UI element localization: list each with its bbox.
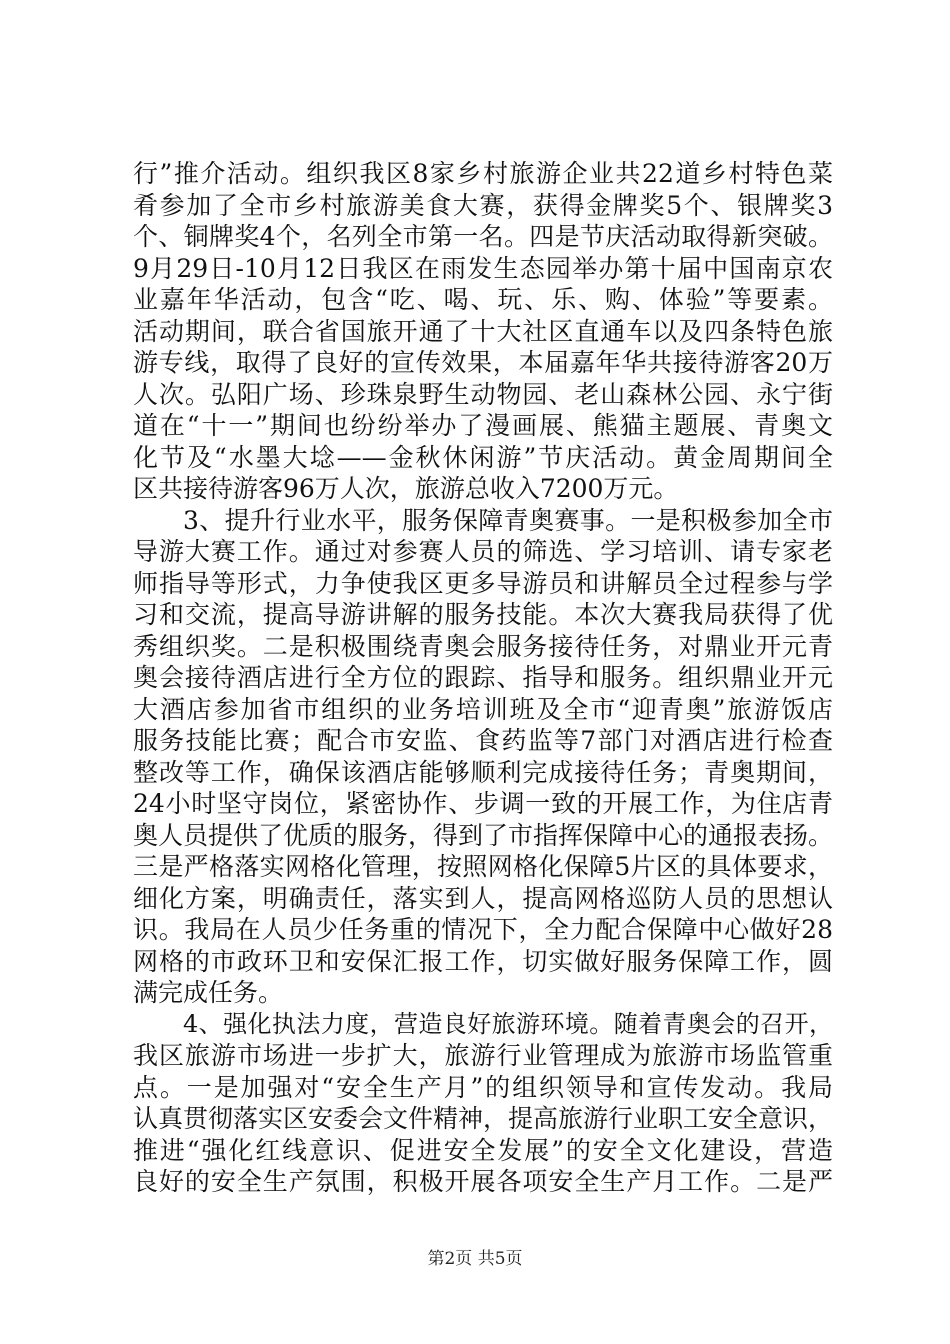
text-line: 网格的市政环卫和安保汇报工作，切实做好服务保障工作，圆	[133, 946, 833, 976]
text-line: 三是严格落实网格化管理，按照网格化保障5片区的具体要求，	[133, 852, 833, 881]
text-line: 服务技能比赛；配合市安监、食药监等7部门对酒店进行检查	[133, 726, 833, 755]
page-footer: 第2页 共5页	[427, 1249, 523, 1269]
text-line: 识。我局在人员少任务重的情况下，全力配合保障中心做好28	[133, 915, 833, 944]
text-line: 认真贯彻落实区安委会文件精神，提高旅游行业职工安全意识，	[133, 1104, 834, 1133]
text-line: 个、铜牌奖4个，名列全市第一名。四是节庆活动取得新突破。	[133, 222, 833, 251]
text-line: 游专线，取得了良好的宣传效果，本届嘉年华共接待游客20万	[133, 348, 833, 377]
text-line: 满完成任务。	[133, 978, 284, 1007]
text-line: 行”推介活动。组织我区8家乡村旅游企业共22道乡村特色菜	[133, 159, 833, 188]
text-line: 道在“十一”期间也纷纷举办了漫画展、熊猫主题展、青奥文	[133, 411, 833, 440]
text-line: 24小时坚守岗位，紧密协作、步调一致的开展工作，为住店青	[133, 789, 833, 818]
body-text	[133, 158, 833, 1198]
text-line: 导游大赛工作。通过对参赛人员的筛选、学习培训、请专家老	[133, 537, 833, 566]
text-line: 良好的安全生产氛围，积极开展各项安全生产月工作。二是严	[133, 1167, 833, 1196]
text-line: 活动期间，联合省国旅开通了十大社区直通车以及四条特色旅	[133, 316, 833, 346]
text-line: 细化方案，明确责任，落实到人，提高网格巡防人员的思想认	[133, 883, 833, 913]
text-line: 推进“强化红线意识、促进安全发展”的安全文化建设，营造	[133, 1135, 833, 1165]
text-line: 人次。弘阳广场、珍珠泉野生动物园、老山森林公园、永宁街	[133, 379, 833, 409]
text-line: 秀组织奖。二是积极围绕青奥会服务接待任务，对鼎业开元青	[133, 631, 833, 661]
text-line: 我区旅游市场进一步扩大，旅游行业管理成为旅游市场监管重	[133, 1041, 833, 1070]
text-line: 区共接待游客96万人次，旅游总收入7200万元。	[133, 474, 679, 503]
text-line: 奥人员提供了优质的服务，得到了市指挥保障中心的通报表扬。	[133, 820, 834, 850]
text-line: 肴参加了全市乡村旅游美食大赛，获得金牌奖5个、银牌奖3	[133, 190, 833, 220]
text-line: 奥会接待酒店进行全方位的跟踪、指导和服务。组织鼎业开元	[133, 663, 833, 692]
text-line: 整改等工作，确保该酒店能够顺利完成接待任务；青奥期间，	[133, 757, 833, 787]
text-line: 业嘉年华活动，包含“吃、喝、玩、乐、购、体验”等要素。	[133, 285, 833, 314]
text-line: 3、提升行业水平，服务保障青奥赛事。一是积极参加全市	[183, 505, 833, 535]
text-line: 4、强化执法力度，营造良好旅游环境。随着青奥会的召开，	[183, 1009, 833, 1038]
text-line: 化节及“水墨大埝——金秋休闲游”节庆活动。黄金周期间全	[133, 442, 833, 472]
text-line: 大酒店参加省市组织的业务培训班及全市“迎青奥”旅游饭店	[133, 694, 833, 724]
text-line: 习和交流，提高导游讲解的服务技能。本次大赛我局获得了优	[133, 600, 833, 629]
text-line: 9月29日-10月12日我区在雨发生态园举办第十届中国南京农	[133, 253, 833, 283]
text-line: 点。一是加强对“安全生产月”的组织领导和宣传发动。我局	[133, 1072, 833, 1102]
text-line: 师指导等形式，力争使我区更多导游员和讲解员全过程参与学	[133, 568, 833, 598]
